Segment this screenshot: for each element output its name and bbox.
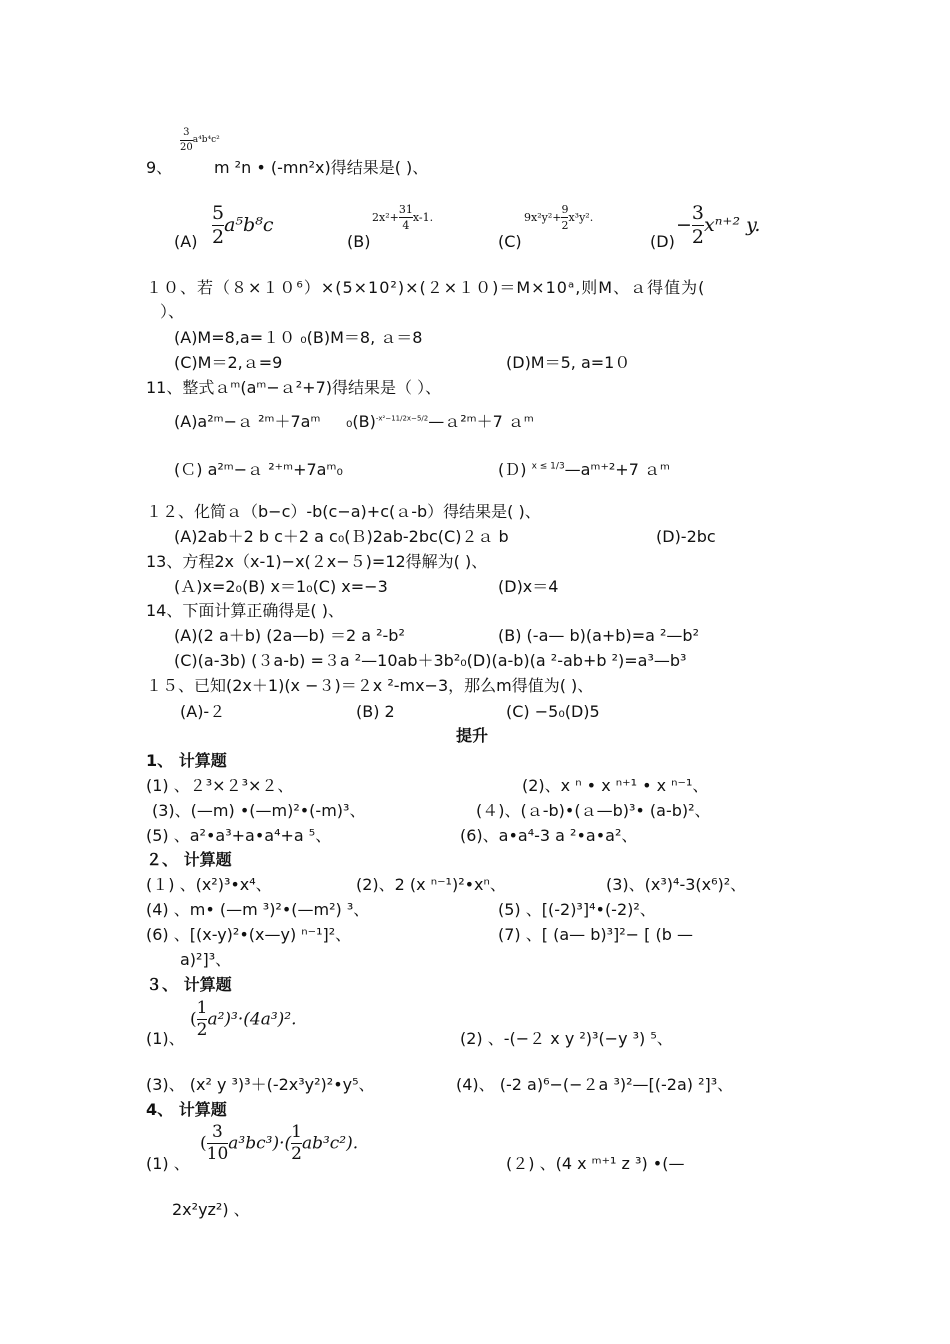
- q9-option-a: $\frac{5}{2}$ a⁵b⁸c: [212, 202, 274, 248]
- q15-option-b: (B) 2: [356, 702, 395, 721]
- s1-problem-2: (2)、x ⁿ • x ⁿ⁺¹ • x ⁿ⁻¹、: [522, 776, 709, 795]
- q11-option-c: (Ｃ) a²ᵐ−ａ ²⁺ᵐ+7aᵐ₀: [174, 460, 343, 479]
- q9-tiny-fraction: $\frac{3}{20}$ a⁴b⁴c²: [180, 127, 220, 153]
- q9-option-d: − $\frac{3}{2}$ xⁿ⁺² y.: [676, 202, 761, 248]
- q13-option-d: (D)x＝4: [498, 577, 559, 596]
- s4-problem-1-expr: ( $\frac{3}{10}$ a³bc³)·( $\frac{1}{2}$ ab³c²).: [200, 1122, 359, 1164]
- q11-option-b: $_0(B)^{-x^2-11/2x-5/2}—a^2ᵐ+7$ ａᵐ: [346, 412, 534, 431]
- s1-problem-1: (1) 、２³×２³×２、: [146, 776, 294, 795]
- s2-problem-7-cont: a)²]³、: [180, 950, 232, 969]
- s2-problem-3: (3)、(x³)⁴-3(x⁶)²、: [606, 875, 747, 894]
- q11-option-d: (Ｄ) $^{x \le 1/3}$—aᵐ⁺²+7 ａᵐ: [498, 460, 670, 479]
- s1-problem-6: (6)、a•a⁴-3 a ²•a•a²、: [460, 826, 638, 845]
- q12-stem: １２、化简ａ（b−c）-b(c−a)+c(ａ-b）得结果是( )、: [146, 502, 541, 521]
- q9-option-a-label: (A): [174, 232, 198, 251]
- q9-option-d-label: (D): [650, 232, 675, 251]
- q15-option-a: (A)-２: [180, 702, 226, 721]
- s2-problem-7: (7) 、[ (a— b)³]²− [ (b —: [498, 925, 693, 944]
- q10-stem-cont: ）、: [160, 302, 185, 321]
- q9-option-c: 9x²y²+ $\frac{9}{2}$ x³y².: [524, 203, 594, 232]
- q10-options-ab: (A)M=8,a=１０ ₀(B)M＝8, ａ＝8: [174, 328, 423, 347]
- q15-option-cd: (C) −5₀(D)5: [506, 702, 600, 721]
- s2-problem-5: (5) 、[(-2)³]⁴•(-2)²、: [498, 900, 656, 919]
- s4-problem-2: (２) 、(4 x ᵐ⁺¹ z ³) •(—: [506, 1154, 685, 1173]
- q9-option-b: 2x²+ $\frac{31}{4}$ x-1.: [372, 203, 434, 232]
- s3-problem-1-expr: ( $\frac{1}{2}$ a²)³·(4a³)².: [190, 998, 297, 1040]
- section-title: 提升: [456, 726, 489, 745]
- q9-option-c-label: (C): [498, 232, 522, 251]
- q10-option-c: (C)M＝2,ａ=9: [174, 353, 283, 372]
- s3-problem-3: (3)、 (x² y ³)³＋(-2x³y²)²•y⁵、: [146, 1075, 375, 1094]
- q13-options: (Ａ)x=2₀(B) x＝1₀(C) x=−3: [174, 577, 388, 596]
- q12-option-d: (D)-2bc: [656, 527, 716, 546]
- s2-heading: ２、 计算题: [146, 850, 232, 869]
- q14-option-b: (B) (-a— b)(a+b)=a ²—b²: [498, 626, 699, 645]
- q13-stem: 13、方程2x（x-1)−x(２x−５)=12得解为( )、: [146, 552, 488, 571]
- s1-problem-5: (5) 、a²•a³+a•a⁴+a ⁵、: [146, 826, 332, 845]
- s3-problem-1-label: (1)、: [146, 1029, 185, 1048]
- q14-option-cd: (C)(a-3b) (３a-b) =３a ²—10ab＋3b²₀(D)(a-b)(a ²-ab+b ²)=a³—b³: [174, 651, 687, 670]
- s2-problem-6: (6) 、[(x-y)²•(x—y) ⁿ⁻¹]²、: [146, 925, 352, 944]
- q10-stem: １０、若（８×１０⁶）×(5×10²)×(２×１０)＝M×10ᵃ,则M、ａ得值为(: [146, 278, 706, 297]
- s3-problem-4: (4)、 (-2 a)⁶−(−２a ³)²—[(-2a) ²]³、: [456, 1075, 734, 1094]
- s2-problem-1: (１) 、(x²)³•x⁴、: [146, 875, 272, 894]
- q15-stem: １５、已知(2x＋1)(x −３)＝２x ²-mx−3，那么m得值为( )、: [146, 676, 594, 695]
- q14-stem: 14、下面计算正确得是( )、: [146, 601, 344, 620]
- s3-problem-2: (2) 、-(−２ x y ²)³(−y ³) ⁵、: [460, 1029, 673, 1048]
- s1-problem-4: (４)、(ａ-b)•(ａ—b)³• (a-b)²、: [476, 801, 711, 820]
- s4-problem-2-cont: 2x²yz²) 、: [172, 1200, 250, 1219]
- s4-heading: 4、 计算题: [146, 1100, 227, 1119]
- q9-number: 9、: [146, 158, 173, 177]
- q10-option-d: (D)M＝5, a=1０: [506, 353, 631, 372]
- s4-problem-1-label: (1) 、: [146, 1154, 190, 1173]
- s3-heading: ３、 计算题: [146, 975, 232, 994]
- q14-option-a: (A)(2 a＋b) (2a—b) ＝2 a ²-b²: [174, 626, 405, 645]
- q12-options: (A)2ab＋2 b c＋2 a c₀(Ｂ)2ab-2bc(C)２ａ b: [174, 527, 509, 546]
- q11-option-a: (A)a²ᵐ−ａ ²ᵐ＋7aᵐ: [174, 412, 321, 431]
- s2-problem-4: (4) 、m• (—m ³)²•(—m²) ³、: [146, 900, 370, 919]
- q11-stem: 11、整式ａᵐ(aᵐ−ａ²+7)得结果是（ ）、: [146, 378, 442, 397]
- s2-problem-2: (2)、2 (x ⁿ⁻¹)²•xⁿ、: [356, 875, 506, 894]
- q9-option-b-label: (B): [347, 232, 371, 251]
- s1-heading: 1、 计算题: [146, 751, 227, 770]
- s1-problem-3: (3)、(—m) •(—m)²•(-m)³、: [152, 801, 366, 820]
- q9-stem: m ²n • (-mn²x)得结果是( )、: [214, 158, 429, 177]
